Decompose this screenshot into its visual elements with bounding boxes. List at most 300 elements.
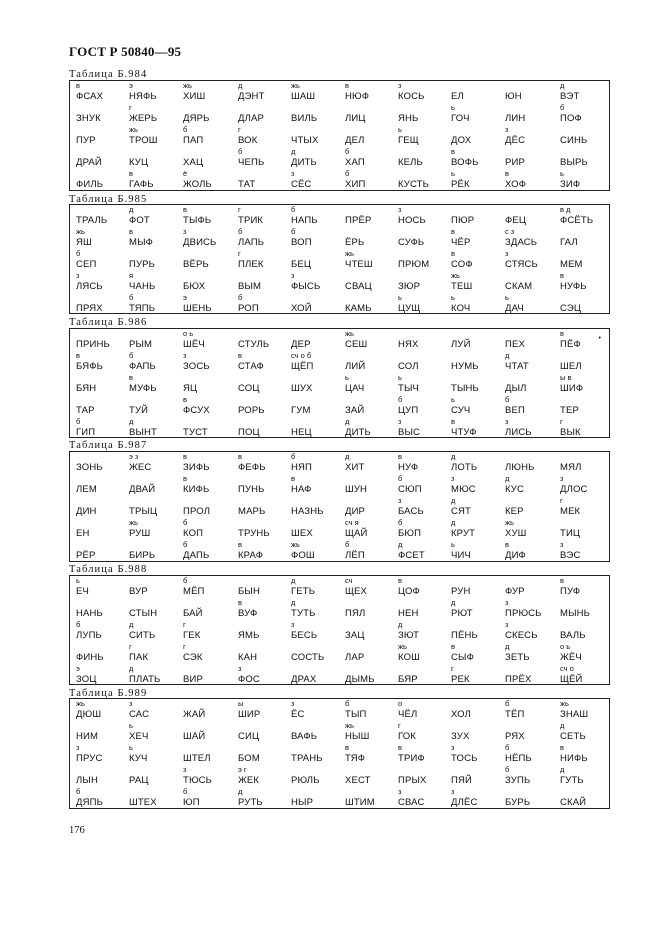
test-word: ВЫС [398, 427, 421, 438]
pronunciation-mark: б [183, 576, 188, 585]
test-word: НИФЬ [560, 753, 588, 764]
test-word: ТРАЛЬ [76, 215, 108, 226]
pronunciation-mark: б [345, 540, 350, 549]
test-word: ЗУПЬ [505, 775, 531, 786]
test-word: НУФ [398, 462, 419, 473]
pronunciation-mark: жь [129, 518, 138, 527]
test-word: ГИП [76, 427, 96, 438]
test-word: ЯЦ [183, 383, 198, 394]
test-word: ДЁС [505, 135, 526, 146]
test-word: БЕЦ [291, 259, 312, 270]
test-word: НАПЬ [291, 215, 318, 226]
table-row [70, 396, 609, 418]
test-word: БЕСЬ [291, 630, 318, 641]
pronunciation-mark: в [291, 474, 295, 483]
table-row [70, 170, 609, 192]
pronunciation-mark: б [505, 699, 510, 708]
table-row [70, 700, 609, 722]
test-word: ПРУС [76, 753, 103, 764]
test-word: САС [129, 709, 150, 720]
test-word: ЩАЙ [345, 528, 368, 539]
test-word: ХЕСТ [345, 775, 371, 786]
pronunciation-mark: д [345, 452, 350, 461]
pronunciation-mark: з [451, 743, 455, 752]
pronunciation-mark: б [560, 103, 565, 112]
test-word: ПАП [183, 135, 204, 146]
test-word: ЧАНЬ [129, 281, 156, 292]
table-row [70, 148, 609, 170]
test-word: ЦОФ [398, 586, 420, 597]
pronunciation-mark: в [451, 147, 455, 156]
pronunciation-mark: б [76, 620, 81, 629]
pronunciation-mark: б [183, 540, 188, 549]
pronunciation-mark: в [398, 743, 402, 752]
test-word: РАЦ [129, 775, 149, 786]
test-word: ЕЧ [76, 586, 89, 597]
test-word: ПРЁР [345, 215, 372, 226]
pronunciation-mark: в [238, 540, 242, 549]
pronunciation-mark: жь [560, 699, 569, 708]
test-word: ПРЯХ [76, 303, 103, 314]
test-word: ШТЕЛ [183, 753, 211, 764]
pronunciation-mark: з [560, 540, 564, 549]
test-word: РУТЬ [238, 797, 263, 808]
test-word: ЩЁП [291, 361, 314, 372]
pronunciation-mark: г [560, 417, 563, 426]
test-word: ЛУПЬ [76, 630, 102, 641]
test-word: ПЮР [451, 215, 475, 226]
test-word: НЮФ [345, 91, 370, 102]
test-word: ТЕШ [451, 281, 473, 292]
pronunciation-mark: в [238, 452, 242, 461]
test-word: ЧЁЛ [398, 709, 418, 720]
pronunciation-mark: б [291, 227, 296, 236]
test-word: ТАТ [238, 179, 256, 190]
pronunciation-mark: б [345, 699, 350, 708]
pronunciation-mark: ь [505, 293, 509, 302]
pronunciation-mark: з [398, 81, 402, 90]
pronunciation-mark: г [129, 642, 132, 651]
test-word: ЛЕМ [76, 484, 97, 495]
test-word: ЛАР [345, 652, 365, 663]
test-word: СИНЬ [560, 135, 588, 146]
test-word: ДЯРЬ [183, 113, 210, 124]
test-word: ФЕФЬ [238, 462, 266, 473]
test-word: ЩЕХ [345, 586, 368, 597]
test-word: ЛИН [505, 113, 526, 124]
pronunciation-mark: сч о [560, 664, 574, 673]
test-word: ЗИФЬ [183, 462, 210, 473]
table-row [70, 621, 609, 643]
test-word: ЯШ [76, 237, 92, 248]
test-word: ЗАЙ [345, 405, 365, 416]
pronunciation-mark: г [129, 103, 132, 112]
table-caption: Таблица Б.986 [69, 317, 148, 328]
test-word: ФСЕТ [398, 550, 425, 561]
test-word: ЛУЙ [451, 339, 471, 350]
test-word: НЫШ [345, 731, 370, 742]
test-word: БАЙ [183, 608, 203, 619]
test-word: ДИТЬ [291, 157, 317, 168]
test-word: ГУМ [291, 405, 311, 416]
pronunciation-mark: ь [451, 395, 455, 404]
test-word: ПРЁХ [505, 674, 532, 685]
test-word: НАЗНЬ [291, 506, 324, 517]
table-row [70, 475, 609, 497]
pronunciation-mark: б [238, 147, 243, 156]
test-word: ЛЯСЬ [76, 281, 103, 292]
pronunciation-mark: в [560, 329, 564, 338]
pronunciation-mark: ь [398, 293, 402, 302]
test-word: НАНЬ [76, 608, 103, 619]
test-word: СКАМ [505, 281, 533, 292]
test-word: НЯХ [398, 339, 419, 350]
pronunciation-mark: жь [183, 81, 192, 90]
test-word: ЧЕПЬ [238, 157, 265, 168]
word-table [69, 328, 610, 438]
test-word: ЧИЧ [451, 550, 471, 561]
test-word: ДВИСЬ [183, 237, 217, 248]
pronunciation-mark: жь [398, 642, 407, 651]
test-word: БАСЬ [398, 506, 424, 517]
test-word: РЮЛЬ [291, 775, 320, 786]
test-word: ЖЕС [129, 462, 152, 473]
pronunciation-mark: з [505, 417, 509, 426]
pronunciation-mark: б [398, 474, 403, 483]
test-word: РИР [505, 157, 525, 168]
pronunciation-mark: с з [505, 227, 515, 236]
test-word: ВЫРЬ [560, 157, 588, 168]
test-word: КУС [505, 484, 524, 495]
pronunciation-mark: ь [129, 721, 133, 730]
pronunciation-mark: б [398, 395, 403, 404]
test-word: СИЦ [238, 731, 260, 742]
pronunciation-mark: в [505, 540, 509, 549]
test-word: ГАФЬ [129, 179, 154, 190]
table-row [70, 577, 609, 599]
pronunciation-mark: г [238, 249, 241, 258]
test-word: ДЯПЬ [76, 797, 103, 808]
test-word: ЦУЩ [398, 303, 421, 314]
pronunciation-mark: з [505, 598, 509, 607]
test-word: ДЛОС [560, 484, 588, 495]
test-word: СВАЦ [345, 281, 372, 292]
pronunciation-mark: б [183, 787, 188, 796]
table-row [70, 643, 609, 665]
test-word: ТРЫЦ [129, 506, 158, 517]
test-word: ЗНАШ [560, 709, 589, 720]
test-word: ФЕЦ [505, 215, 527, 226]
pronunciation-mark: в [560, 271, 564, 280]
test-word: ХИШ [183, 91, 206, 102]
test-word: СЕП [76, 259, 97, 270]
pronunciation-mark: ь [345, 373, 349, 382]
test-word: БЯР [398, 674, 418, 685]
test-word: ШЕНЬ [183, 303, 212, 314]
pronunciation-mark: б [505, 743, 510, 752]
pronunciation-mark: ы [238, 699, 244, 708]
word-table [69, 80, 610, 191]
test-word: ШАЙ [183, 731, 206, 742]
pronunciation-mark: я [129, 271, 134, 280]
pronunciation-mark: э [76, 664, 80, 673]
test-word: ПОФ [560, 113, 582, 124]
test-word: ДИТЬ [345, 427, 371, 438]
table-row [70, 82, 609, 104]
test-word: ДАЧ [505, 303, 524, 314]
test-word: ЛАПЬ [238, 237, 265, 248]
test-word: ДЮШ [76, 709, 102, 720]
test-word: ЗЕТЬ [505, 652, 530, 663]
test-word: ЖАЙ [183, 709, 206, 720]
test-word: ФОШ [291, 550, 315, 561]
pronunciation-mark: б [505, 765, 510, 774]
table-row [70, 744, 609, 766]
pronunciation-mark: сч я [345, 518, 359, 527]
pronunciation-mark: в [451, 642, 455, 651]
pronunciation-mark: г [451, 664, 454, 673]
pronunciation-mark: в [183, 452, 187, 461]
table-caption: Таблица Б.988 [69, 564, 148, 575]
pronunciation-mark: жь [129, 125, 138, 134]
test-word: ТЯФ [345, 753, 366, 764]
test-word: ЁРЬ [345, 237, 365, 248]
test-word: ВОП [291, 237, 312, 248]
pronunciation-mark: ы в [560, 373, 572, 382]
test-word: ДЫЛ [505, 383, 527, 394]
test-word: ФСУХ [183, 405, 210, 416]
table-row [70, 541, 609, 563]
test-word: ТРОШ [129, 135, 158, 146]
table-row [70, 788, 609, 810]
pronunciation-mark: в [451, 249, 455, 258]
test-word: ФОС [238, 674, 260, 685]
pronunciation-mark: д [505, 474, 510, 483]
pronunciation-mark: о ь [183, 329, 194, 338]
test-word: ВАФЬ [291, 731, 318, 742]
test-word: ТРИК [238, 215, 264, 226]
test-word: ЧТЫХ [291, 135, 319, 146]
table-row [70, 250, 609, 272]
test-word: ЗАЦ [345, 630, 365, 641]
test-word: ДОХ [451, 135, 472, 146]
test-word: НИМ [76, 731, 99, 742]
pronunciation-mark: в [451, 417, 455, 426]
pronunciation-mark: г [183, 620, 186, 629]
word-table [69, 575, 610, 685]
pronunciation-mark: з [291, 699, 295, 708]
pronunciation-mark: в [398, 452, 402, 461]
test-word: КИФЬ [183, 484, 210, 495]
test-word: ХИП [345, 179, 366, 190]
test-word: ДРАЙ [76, 157, 102, 168]
pronunciation-mark: з [451, 787, 455, 796]
test-word: МУФЬ [129, 383, 157, 394]
test-word: РЮТ [451, 608, 473, 619]
pronunciation-mark: сч о б [291, 351, 312, 360]
test-word: ВЕП [505, 405, 525, 416]
test-word: ХОФ [505, 179, 527, 190]
pronunciation-mark: г [238, 125, 241, 134]
test-word: ПУФ [560, 586, 581, 597]
test-word: РЕК [451, 674, 470, 685]
test-word: КАМЬ [345, 303, 372, 314]
test-word: СЭЦ [560, 303, 582, 314]
test-word: СЭК [183, 652, 203, 663]
test-word: ТЫНЬ [451, 383, 479, 394]
test-word: ШИФ [560, 383, 584, 394]
table-row [70, 352, 609, 374]
test-word: НЕЦ [291, 427, 312, 438]
pronunciation-mark: з [398, 417, 402, 426]
test-word: БОМ [238, 753, 260, 764]
test-word: ТРУНЬ [238, 528, 270, 539]
pronunciation-mark: з [76, 743, 80, 752]
test-word: КАН [238, 652, 258, 663]
pronunciation-mark: з [238, 664, 242, 673]
pronunciation-mark: в [129, 227, 133, 236]
pronunciation-mark: в [505, 169, 509, 178]
test-word: ВЭТ [560, 91, 580, 102]
table-caption: Таблица Б.989 [69, 688, 148, 699]
test-word: МЁП [183, 586, 205, 597]
table-row [70, 294, 609, 316]
pronunciation-mark: д [560, 765, 565, 774]
pronunciation-mark: б [76, 787, 81, 796]
test-word: ХАП [345, 157, 365, 168]
test-word: СЫФ [451, 652, 474, 663]
test-word: ЮН [505, 91, 522, 102]
pronunciation-mark: в д [560, 205, 571, 214]
word-table [69, 204, 610, 314]
pronunciation-mark: б [291, 452, 296, 461]
test-word: ПОЦ [238, 427, 260, 438]
test-word: ЧТУФ [451, 427, 477, 438]
pronunciation-mark: з [183, 351, 187, 360]
test-word: ПЛАТЬ [129, 674, 161, 685]
test-word: КЕР [505, 506, 524, 517]
pronunciation-mark: д [291, 576, 296, 585]
test-word: ЗДАСЬ [505, 237, 538, 248]
test-word: ЛИЙ [345, 361, 366, 372]
test-word: НАФ [291, 484, 312, 495]
test-word: ПУНЬ [238, 484, 265, 495]
table-row [70, 418, 609, 440]
test-word: РУН [451, 586, 471, 597]
test-word: ЯНЬ [398, 113, 419, 124]
pronunciation-mark: б [183, 518, 188, 527]
pronunciation-mark: в [183, 205, 187, 214]
test-word: ЛИСЬ [505, 427, 532, 438]
pronunciation-mark: б [238, 227, 243, 236]
document-header: ГОСТ Р 50840—95 [69, 44, 182, 59]
test-word: МЮС [451, 484, 476, 495]
test-word: РОП [238, 303, 259, 314]
test-word: ВЫМ [238, 281, 262, 292]
test-word: ТЕР [560, 405, 579, 416]
test-word: ДЭНТ [238, 91, 265, 102]
test-word: ЖЕРЬ [129, 113, 158, 124]
test-word: ПРЫХ [398, 775, 427, 786]
table-row [70, 206, 609, 228]
test-word: ФОТ [129, 215, 150, 226]
pronunciation-mark: э [183, 293, 187, 302]
test-word: СТЫН [129, 608, 158, 619]
test-word: ЖЁЧ [560, 652, 582, 663]
pronunciation-mark: в [345, 743, 349, 752]
test-word: ГЕЩ [398, 135, 419, 146]
test-word: МЫФ [129, 237, 153, 248]
pronunciation-mark: д [129, 417, 134, 426]
pronunciation-mark: б [183, 125, 188, 134]
test-word: ТЫП [345, 709, 367, 720]
pronunciation-mark: э з [129, 452, 139, 461]
test-word: РУШ [129, 528, 151, 539]
test-word: ЧТАТ [505, 361, 529, 372]
pronunciation-mark: ь [398, 373, 402, 382]
test-word: СОЦ [238, 383, 260, 394]
pronunciation-mark: жь [505, 518, 514, 527]
test-word: ВОФЬ [451, 157, 479, 168]
pronunciation-mark: д [129, 664, 134, 673]
pronunciation-mark: в [238, 598, 242, 607]
test-word: ПУРЬ [129, 259, 156, 270]
pronunciation-mark: з [560, 474, 564, 483]
test-word: ТИЦ [560, 528, 581, 539]
pronunciation-mark: в [129, 169, 133, 178]
test-word: РЁР [76, 550, 96, 561]
pronunciation-mark: в [560, 743, 564, 752]
test-word: ШЕХ [291, 528, 313, 539]
test-word: ЗОСЬ [183, 361, 210, 372]
test-word: МЯЛ [560, 462, 582, 473]
pronunciation-mark: б [76, 249, 81, 258]
pronunciation-mark: в [183, 395, 187, 404]
pronunciation-mark: з [76, 271, 80, 280]
test-word: МЫНЬ [560, 608, 591, 619]
test-word: ДВАЙ [129, 484, 156, 495]
table-caption: Таблица Б.987 [69, 440, 148, 451]
pronunciation-mark: д [451, 452, 456, 461]
pronunciation-mark: в [238, 351, 242, 360]
test-word: НЯП [291, 462, 312, 473]
pronunciation-mark: д [129, 205, 134, 214]
test-word: ТОСЬ [451, 753, 478, 764]
pronunciation-mark: б [345, 147, 350, 156]
test-word: СЮП [398, 484, 422, 495]
test-word: ЮП [183, 797, 200, 808]
test-word: ДЫМЬ [345, 674, 375, 685]
test-word: ТАР [76, 405, 95, 416]
test-word: НЁПЬ [505, 753, 532, 764]
pronunciation-mark: б [238, 293, 243, 302]
pronunciation-mark: э г [238, 765, 247, 774]
pronunciation-mark: ь [451, 540, 455, 549]
test-word: ЕН [76, 528, 90, 539]
table-row [70, 228, 609, 250]
pronunciation-mark: жь [76, 699, 85, 708]
pronunciation-mark: в [76, 351, 80, 360]
test-word: СКЕСЬ [505, 630, 538, 641]
test-word: ПЁНЬ [451, 630, 478, 641]
test-word: СТУЛЬ [238, 339, 270, 350]
test-word: РОРЬ [238, 405, 265, 416]
test-word: БИРЬ [129, 550, 156, 561]
table-row [70, 126, 609, 148]
test-word: ЯМЬ [238, 630, 260, 641]
pronunciation-mark: д [505, 351, 510, 360]
test-word: ПРОЛ [183, 506, 211, 517]
